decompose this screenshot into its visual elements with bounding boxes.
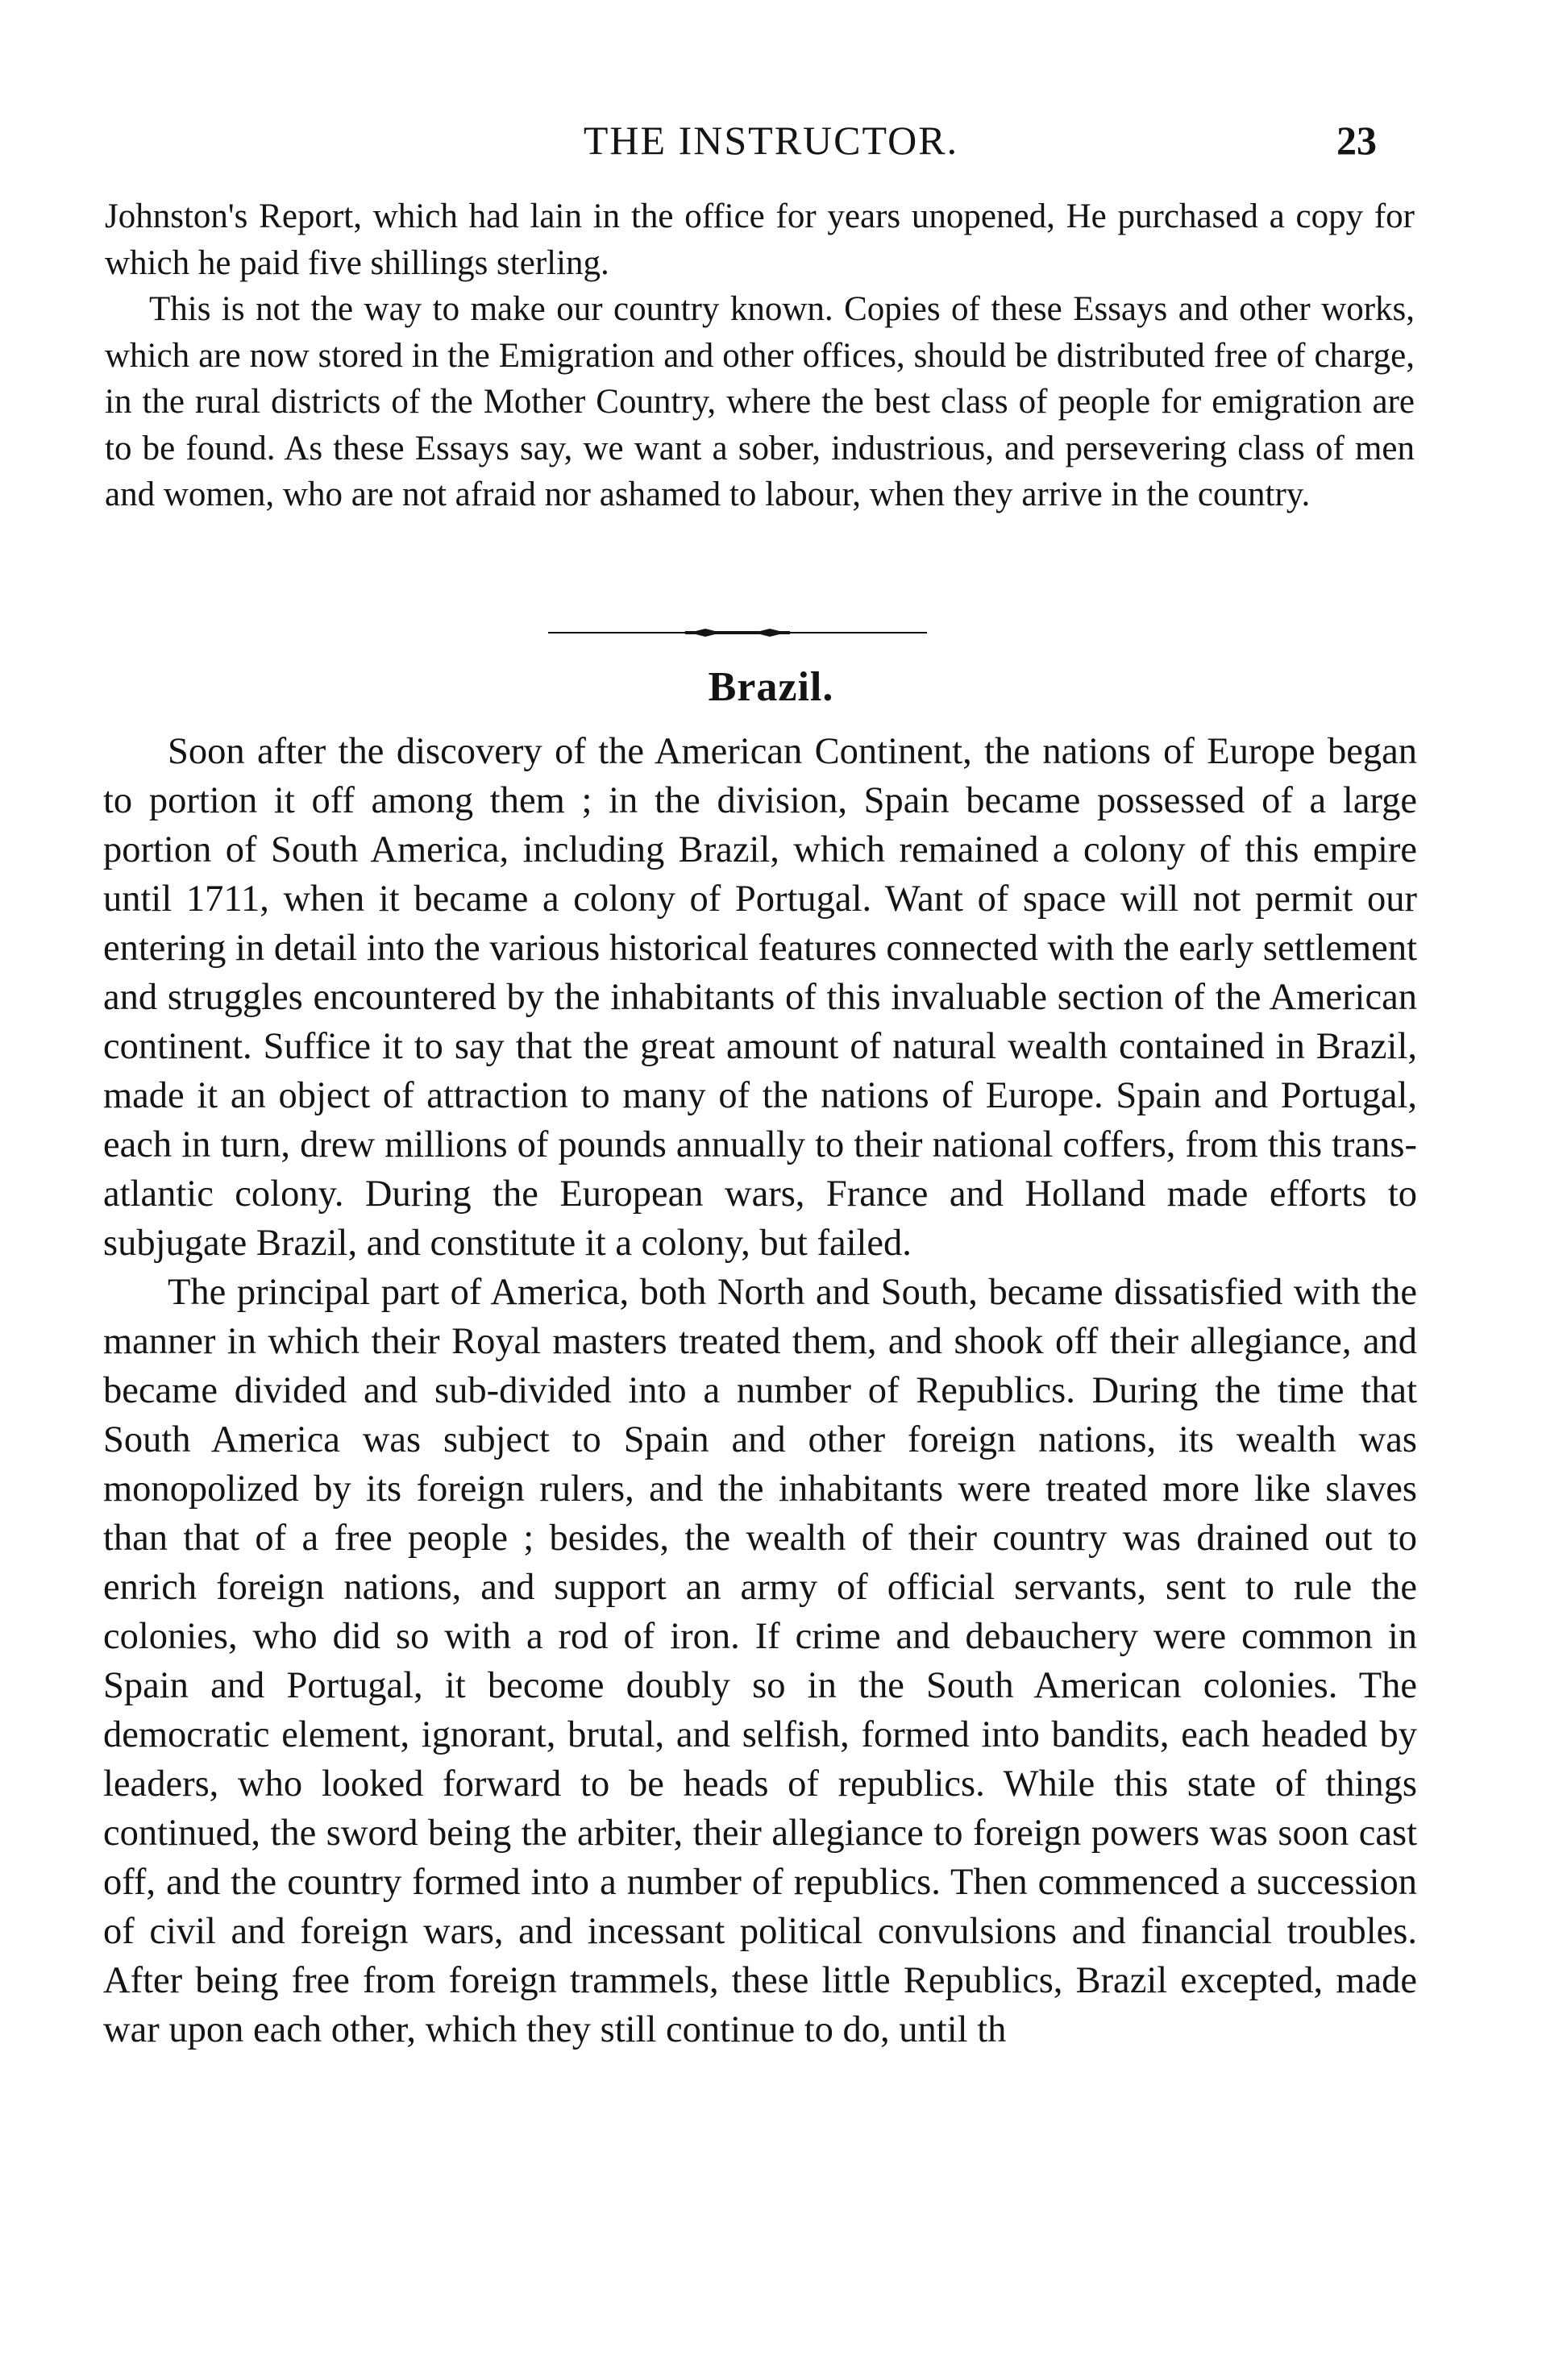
- preceding-article-end: [105, 193, 1415, 518]
- section-divider-ornament: [548, 627, 927, 638]
- article-paragraph: The principal part of America, both North and South, became dissatisfied with the manner in which their Royal masters treated them, and shook off their allegiance, and became divided and sub-divided into a number of Republics. During the time that South America was subject to Spain and other foreign nations, its wealth was monopolized by its foreign rulers, and the inhabitants were treated more like slaves than that of a free people ; besides, the wealth of their country was drained out to enrich foreign nations, and support an army of official servants, sent to rule the colonies, who did so with a rod of iron. If crime and debauchery were common in Spain and Portugal, it become doubly so in the South American colonies. The democratic element, ignorant, brutal, and selfish, formed into bandits, each headed by leaders, who looked forward to be heads of republics. While this state of things continued, the sword being the arbiter, their allegiance to foreign powers was soon cast off, and the country formed into a number of republics. Then commenced a succession of civil and foreign wars, and incessant political convulsions and financial troubles. After being free from foreign trammels, these little Republics, Brazil excepted, made war upon each other, which they still continue to do, until th: [103, 1272, 1417, 2050]
- running-title: THE INSTRUCTOR.: [583, 118, 959, 163]
- notice-paragraph: This is not the way to make our country known. Copies of these Essays and other works, which are now stored in the Emigration and other offices, should be distributed free of charge, in the rural districts of the Mother Country, where the best class of people for emigration are to be found. As these Essays say, we want a sober, industrious, and persevering class of men and women, who are not afraid nor ashamed to labour, when they arrive in the country.: [105, 290, 1415, 513]
- page-number: 23: [1336, 118, 1377, 163]
- article-paragraph: Soon after the discovery of the American Continent, the nations of Europe began to portion it off among them ; in the division, Spain became possessed of a large portion of South America, including Brazil, which remained a colony of this empire until 1711, when it became a colony of Portugal. Want of space will not permit our entering in detail into the various historical features connected with the early settlement and struggles encountered by the inhabitants of this invaluable section of the American continent. Suffice it to say that the great amount of natural wealth contained in Brazil, made it an object of attraction to many of the nations of Europe. Spain and Portugal, each in turn, drew millions of pounds annually to their national coffers, from this trans-atlantic colony. During the European wars, France and Holland made efforts to subjugate Brazil, and constitute it a colony, but failed.: [103, 731, 1417, 1264]
- page-header: [0, 117, 1542, 173]
- article-title: Brazil.: [708, 664, 834, 710]
- notice-paragraph: Johnston's Report, which had lain in the office for years unopened, He purchased a copy for which he paid five shillings sterling.: [105, 197, 1415, 282]
- article-body: [103, 727, 1417, 2054]
